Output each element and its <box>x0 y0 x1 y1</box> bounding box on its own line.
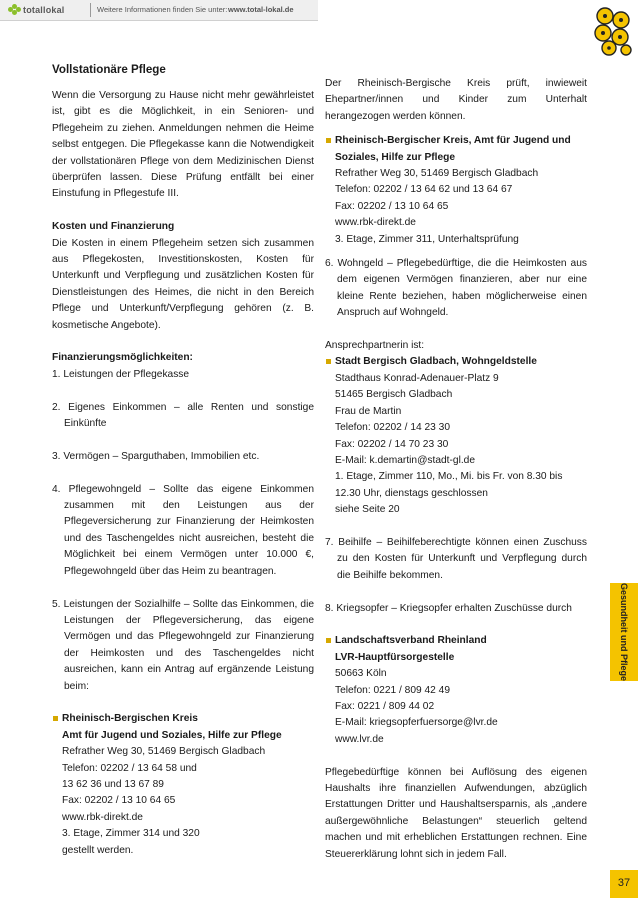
header-divider <box>90 3 91 17</box>
page-number-box <box>610 870 638 898</box>
totallokal-logo <box>8 3 65 17</box>
contact-name: Rheinisch-Bergischen Kreis <box>62 713 198 725</box>
contact-department: LVR-Hauptfürsorgestelle <box>335 651 455 663</box>
contact-line: Fax: 02202 / 13 10 64 65 <box>62 795 176 807</box>
contact-line: 1. Etage, Zimmer 110, Mo., Mi. bis Fr. von 8.30 bis <box>335 471 563 483</box>
financing-item-2: 2. Eigenes Einkommen – alle Renten und sonstige Einkünfte <box>52 401 314 430</box>
logo-text: totallokal <box>23 5 65 15</box>
contact-link[interactable]: www.rbk-direkt.de <box>62 811 143 823</box>
costs-heading: Kosten und Finanzierung <box>52 221 175 233</box>
contact-line: Refrather Weg 30, 51469 Bergisch Gladbach <box>335 168 539 180</box>
financing-item-8: 8. Kriegsopfer – Kriegsopfer erhalten Zuschüsse durch <box>325 602 572 614</box>
contact-block-lvr <box>325 633 587 748</box>
contact-line: Stadthaus Konrad-Adenauer-Platz 9 <box>335 372 499 384</box>
maintenance-paragraph: Der Rheinisch-Bergische Kreis prüft, inwieweit Ehepartner/innen und Kinder zum Unterhalt herangezogen werden können. <box>325 78 587 122</box>
intro-paragraph: Wenn die Versorgung zu Hause nicht mehr gewährleistet ist, gibt es die Möglichkeit, in ein Senioren- und Pflegeheim zu ziehen. Anmeldungen nehmen die Heime selbst entgegen. Die Pflegekasse kann die Notwendigkeit der vollstationären Pflege von dem Medizinischen Dienst überprüfen lassen. Diese Prüfung entfällt bei einer Einstufung in Pflegestufe III. <box>52 90 314 200</box>
contact-email[interactable]: E-Mail: kriegsopferfuersorge@lvr.de <box>335 717 498 729</box>
left-column <box>52 62 314 859</box>
contact-line: Fax: 02202 / 14 70 23 30 <box>335 438 449 450</box>
header-url[interactable]: www.total-lokal.de <box>228 5 294 14</box>
costs-paragraph: Die Kosten in einem Pflegeheim setzen sich zusammen aus Pflegekosten, Investitionskosten, Kosten für Unterkunft und Verpflegung und zusätzlichen Kosten für Dienstleistungen des Heimes, die nicht in den Bereich Pflege und Unterkunft/Verpflegung gehören (z. B. kosmetische Angebote). <box>52 237 314 331</box>
financing-item-1: 1. Leistungen der Pflegekasse <box>52 368 190 380</box>
flower-decoration-icon <box>591 6 635 56</box>
section-title: Vollstationäre Pflege <box>52 63 166 76</box>
contact-line: gestellt werden. <box>62 844 134 856</box>
contact-line: 3. Etage, Zimmer 314 und 320 <box>62 828 200 840</box>
header-note: Weitere Informationen finden Sie unter: <box>97 5 228 14</box>
contact-block-rbk-unterhalt <box>325 133 587 248</box>
contact-email[interactable]: E-Mail: k.demartin@stadt-gl.de <box>335 454 475 466</box>
bullet-square-icon <box>325 633 335 748</box>
contact-line: 50663 Köln <box>335 668 387 680</box>
financing-item-6: 6. Wohngeld – Pflegebedürftige, die die Heimkosten aus dem eigenen Vermögen finanzieren, aber nur eine kleine Rente beziehen, haben möglicherweise einen Anspruch auf Wohngeld. <box>325 258 587 319</box>
contact-line: 13 62 36 und 13 67 89 <box>62 778 164 790</box>
contact-label: Ansprechpartnerin ist: <box>325 340 425 352</box>
financing-item-3: 3. Vermögen – Sparguthaben, Immobilien etc. <box>52 450 260 462</box>
contact-block-wohngeldstelle <box>325 354 587 518</box>
bullet-square-icon <box>52 711 62 859</box>
contact-line: siehe Seite 20 <box>335 504 400 516</box>
contact-line: Telefon: 0221 / 809 42 49 <box>335 684 450 696</box>
contact-line: Telefon: 02202 / 13 64 62 und 13 64 67 <box>335 184 513 196</box>
contact-line: 3. Etage, Zimmer 311, Unterhaltsprüfung <box>335 233 519 245</box>
contact-block-rbk-sozialamt <box>52 711 314 859</box>
page-number: 37 <box>617 877 631 889</box>
contact-line: Telefon: 02202 / 14 23 30 <box>335 422 450 434</box>
contact-line: Telefon: 02202 / 13 64 58 und <box>62 762 197 774</box>
bullet-square-icon <box>325 354 335 518</box>
side-tab-label: Gesundheit und Pflege <box>619 582 629 682</box>
right-column <box>325 76 587 863</box>
contact-department: Amt für Jugend und Soziales, Hilfe zur Pflege <box>62 729 282 741</box>
contact-line: 51465 Bergisch Gladbach <box>335 389 453 401</box>
contact-name: Stadt Bergisch Gladbach, Wohngeldstelle <box>335 356 537 368</box>
contact-line: Fax: 02202 / 13 10 64 65 <box>335 200 449 212</box>
contact-line: Refrather Weg 30, 51469 Bergisch Gladbach <box>62 746 266 758</box>
contact-line: Fax: 0221 / 809 44 02 <box>335 700 435 712</box>
contact-name: Landschaftsverband Rheinland <box>335 635 487 647</box>
logo-mark-icon <box>8 4 20 16</box>
header-bar <box>0 0 318 21</box>
financing-item-4: 4. Pflegewohngeld – Sollte das eigene Einkommen zusammen mit den Leistungen aus der Pflegeversicherung zur Finanzierung der Heimkosten und des Taschengeldes nicht ausreichen, besteht die Möglichkeit bei einem Vermögen unter 10.000 €, Pflegewohngeld über das Heim zu beantragen. <box>52 483 314 577</box>
contact-line: 12.30 Uhr, dienstags geschlossen <box>335 487 488 499</box>
financing-item-7: 7. Beihilfe – Beihilfeberechtigte können einen Zuschuss zu den Kosten für Unterkunft und Verpflegung durch die Beihilfe bekommen. <box>325 536 587 581</box>
contact-name: Rheinisch-Bergischer Kreis, Amt für Jugend und Soziales, Hilfe zur Pflege <box>335 135 571 163</box>
financing-heading: Finanzierungsmöglichkeiten: <box>52 352 193 364</box>
financing-item-5: 5. Leistungen der Sozialhilfe – Sollte das Einkommen, die Leistungen der Pflegeversicherung, das eigene Vermögen und das Pflegewohngeld zur Finanzierung der Heimkosten und des Taschengeldes nicht ausreichen, kann ein Antrag auf ergänzende Leistung beim: <box>52 598 314 692</box>
bullet-square-icon <box>325 133 335 248</box>
contact-line: Frau de Martin <box>335 405 402 417</box>
section-side-tab <box>610 583 638 681</box>
contact-link[interactable]: www.rbk-direkt.de <box>335 217 416 229</box>
contact-link[interactable]: www.lvr.de <box>335 733 384 745</box>
tax-paragraph: Pflegebedürftige können bei Auflösung des eigenen Haushalts ihre finanziellen Aufwendungen, abzüglich Erstattungen Dritter und Haushaltsersparnis, als „andere außergewöhnliche Belastungen“ steuerlich geltend machen und mit erheblichen Erstattungen rechnen. Eine Steuererklärung lohnt sich in jedem Fall. <box>325 766 587 860</box>
